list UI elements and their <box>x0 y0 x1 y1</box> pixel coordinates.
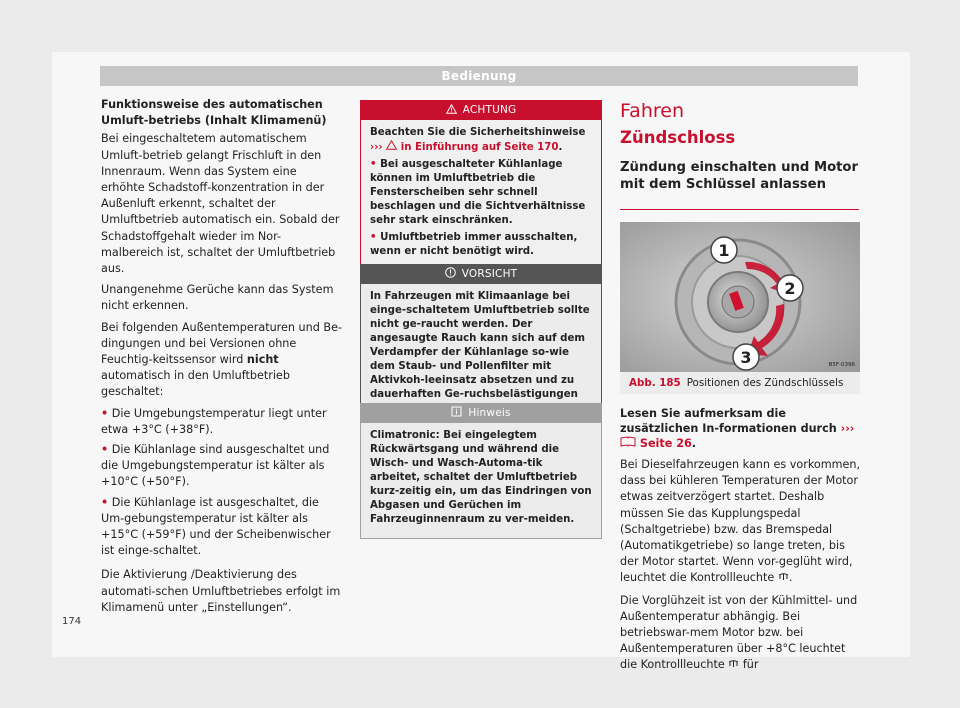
column-3 <box>620 96 860 193</box>
col1-bullet-text: Die Kühlanlage sind ausgeschaltet und die Umgebungstemperatur ist kälter als +10°C (+50°F). <box>101 443 330 489</box>
col3-para2 <box>620 593 862 674</box>
note-title: Hinweis <box>468 407 511 419</box>
subsection-heading: Zündung einschalten und Motor mit dem Schlüssel anlassen <box>620 160 858 192</box>
bullet-icon: • <box>101 406 109 420</box>
col1-para2: Unangenehme Gerüche kann das System nicht erkennen. <box>101 283 334 313</box>
page-number: 174 <box>62 616 82 627</box>
section-heading: Zündschloss <box>620 128 736 147</box>
note-body <box>361 423 601 538</box>
warning-link[interactable]: in Einführung auf Seite 170 <box>397 142 559 153</box>
col3-para1 <box>620 457 862 587</box>
lead-pre: Lesen Sie aufmerksam die zusätzlichen In-formationen durch <box>620 407 841 435</box>
col1-para1: Bei eingeschaltetem automatischem Umluft-betrieb gelangt Frischluft in den Innenraum. Wenn das System eine erhöhte Schadstoff-konzentration in der Außenluft erkennt, schaltet der Umluftbetrieb automatisch ein. Sobald der Schadstoffgehalt wieder im Nor-malbereich ist, schaltet der Umluftbetrieb aus. <box>101 132 340 276</box>
bullet-icon: • <box>370 159 377 170</box>
ignition-lock-image <box>620 222 860 372</box>
col1-para3-post: automatisch in den Umluftbetrieb geschaltet: <box>101 369 290 399</box>
col1-para3 <box>101 320 343 401</box>
column-3-text <box>620 406 862 680</box>
figure-code: B5F-0396 <box>828 362 855 368</box>
info-circle-icon <box>445 266 456 285</box>
figure-label: Abb. 185 <box>629 377 681 389</box>
section-header <box>100 66 858 86</box>
glow-plug-icon <box>778 571 789 584</box>
figure-marker: 3 <box>740 348 752 367</box>
note-box <box>360 403 602 539</box>
col3-para2-end: für <box>739 658 759 672</box>
caution-title: VORSICHT <box>461 268 518 280</box>
figure-marker: 1 <box>718 241 730 260</box>
lead-paragraph <box>620 406 862 451</box>
note-header <box>361 404 601 423</box>
col1-para3-bold: nicht <box>246 353 279 367</box>
col1-heading: Funktionsweise des automatischen Umluft-betriebs (Inhalt Klimamenü) <box>101 98 327 128</box>
note-text: Climatronic: Bei eingelegtem Rückwärtsgang und während die Wisch- und Wasch-Automa-tik arbeitet, schaltet der Umluftbetrieb kurz-zeitig ein, um das Eindringen von Abgasen und Gerüchen im Fahrzeuginnenraum zu ver-meiden. <box>370 430 592 525</box>
figure <box>620 222 860 394</box>
col1-bullet-text: Die Umgebungstemperatur liegt unter etwa +3°C (+38°F). <box>101 406 327 436</box>
warning-box <box>360 100 602 271</box>
bullet-icon: • <box>370 232 377 243</box>
col1-para4: Die Aktivierung /Deaktivierung des automati-schen Umluftbetriebes erfolgt im Klimamenü unter „Einstellungen“. <box>101 568 341 614</box>
chapter-title: Fahren <box>620 100 684 122</box>
warning-title: ACHTUNG <box>462 104 517 116</box>
page-link[interactable]: Seite 26 <box>636 437 692 450</box>
warning-bullet-text: Bei ausgeschalteter Kühlanlage können im Umluftbetrieb die Fensterscheiben sehr schnell beschlagen und die Sichtverhältnisse sehr stark einschränken. <box>370 159 586 226</box>
col1-bullet <box>101 495 343 560</box>
col1-bullet <box>101 442 343 491</box>
glow-plug-icon <box>728 658 739 671</box>
lead-end: . <box>691 437 697 450</box>
figure-marker: 2 <box>784 279 796 298</box>
section-title: Bedienung <box>441 69 517 83</box>
link-arrows: ››› <box>840 422 855 435</box>
col1-para3-pre: Bei folgenden Außentemperaturen und Be-dingungen und bei Versionen ohne Feuchtig-keitssensor wird <box>101 320 342 367</box>
book-icon <box>620 437 636 450</box>
link-arrows: ››› <box>370 142 383 153</box>
warning-bullet <box>370 231 592 259</box>
caution-header <box>361 265 601 284</box>
note-icon <box>451 405 462 424</box>
bullet-icon: • <box>101 495 109 509</box>
col3-para2-text: Die Vorglühzeit ist von der Kühlmittel- und Außentemperatur abhängig. Bei betriebswar-mem Motor bzw. bei Außentemperaturen über +8°C leuchtet die Kontrollleuchte <box>620 593 858 672</box>
heading-rule <box>620 209 859 210</box>
caution-text: In Fahrzeugen mit Klimaanlage bei einge-schaltetem Umluftbetrieb sollte nicht ge-raucht werden. Der angesaugte Rauch kann sich auf dem Verdampfer der Kühlanlage so-wie dem Staub- und Pollenfilter mit Aktivkoh-leeinsatz absetzen und zu dauerhaften Ge-ruchsbelästigungen <box>370 291 590 400</box>
col3-para1-end: . <box>788 571 793 585</box>
figure-caption-text: Positionen des Zündschlüssels <box>686 377 844 389</box>
col3-para1-text: Bei Dieselfahrzeugen kann es vorkommen, dass bei kühleren Temperaturen der Motor etwas zeitverzögert startet. Deshalb müssen Sie das Kupplungspedal (Schaltgetriebe) bzw. das Bremspedal (Automatikgetriebe) so lange treten, bis der Motor startet. Wenn vor-geglüht wird, leuchtet die Kontrollleuchte <box>620 458 861 585</box>
warning-intro-end: . <box>558 142 563 153</box>
col1-bullet-text: Die Kühlanlage ist ausgeschaltet, die Um-gebungstemperatur ist kälter als +15°C (+59°F) und der Scheibenwischer ist einge-schaltet. <box>101 495 331 558</box>
warning-bullet <box>370 158 592 228</box>
warning-header <box>361 101 601 120</box>
col1-bullet <box>101 406 343 438</box>
warning-body <box>361 120 601 270</box>
warning-intro-pre: Beachten Sie die Sicherheitshinweise <box>370 127 586 138</box>
warning-triangle-icon <box>446 102 457 121</box>
bullet-icon: • <box>101 443 109 457</box>
figure-caption <box>629 377 843 389</box>
warning-bullet-text: Umluftbetrieb immer ausschalten, wenn er nicht benötigt wird. <box>370 232 578 257</box>
column-1 <box>101 97 343 621</box>
warning-triangle-ref-icon <box>386 142 397 153</box>
warning-intro <box>370 126 592 155</box>
